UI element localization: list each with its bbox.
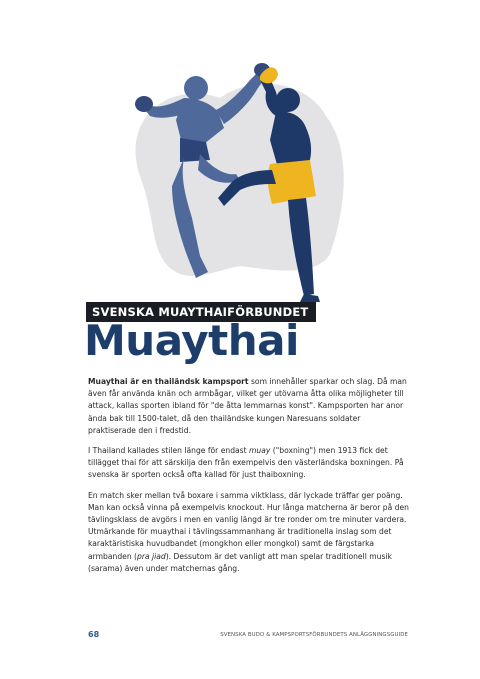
intro-lead: Muaythai är en thailändsk kampsport [88, 377, 249, 386]
page-title: Muaythai [84, 316, 299, 365]
section-badge: SVENSKA MUAYTHAIFÖRBUNDET [86, 302, 316, 322]
match-post: ). Dessutom är det vanligt att man spelar traditionell musik (sarama) även under matchernas gång. [88, 551, 392, 573]
paragraph-match [88, 490, 410, 575]
fighters-svg [100, 58, 360, 308]
article-body [88, 376, 410, 583]
match-pre: En match sker mellan två boxare i samma viktklass, där lyckade träffar ger poäng. Man kan också vinna på exempelvis knockout. Hur långa matcherna är beror på den tävlingsklass de avgörs i men en vanlig längd är tre ronder om tre minuter vardera. Utmärkande för muaythai i tävlingssammanhang är traditionella inslag som det karaktäristiska huvudbandet (mongkhon eller mongkol) samt de färgstarka armbanden ( [88, 490, 409, 561]
intro-text: som innehåller sparkar och slag. Då man även får använda knän och armbågar, vilket ger utövarna åtta olika möjligheter till attack, kallas sporten ibland för "de åtta lemmarnas konst". Kampsporten har anor ända bak till 1500-talet, då den thailändske kungen Naresuans soldater praktiserade den i fredstid. [88, 377, 407, 435]
paragraph-intro [88, 376, 410, 437]
paragraph-history [88, 445, 410, 482]
history-italic: muay [249, 446, 271, 456]
guide-title: SVENSKA BUDO & KAMPSPORTSFÖRBUNDETS ANLÄGGNINGSGUIDE [220, 632, 408, 638]
history-post: ("boxning") men 1913 fick det tillägget thai för att särskilja den från exempelvis den västerländska boxningen. På svenska är sporten också ofta kallad för just thaiboxning. [88, 446, 404, 480]
history-pre: I Thailand kallades stilen länge för endast [88, 446, 250, 456]
page-number: 68 [88, 630, 100, 639]
match-italic: pra jiad [137, 551, 166, 561]
muaythai-fighters-illustration [100, 58, 360, 308]
